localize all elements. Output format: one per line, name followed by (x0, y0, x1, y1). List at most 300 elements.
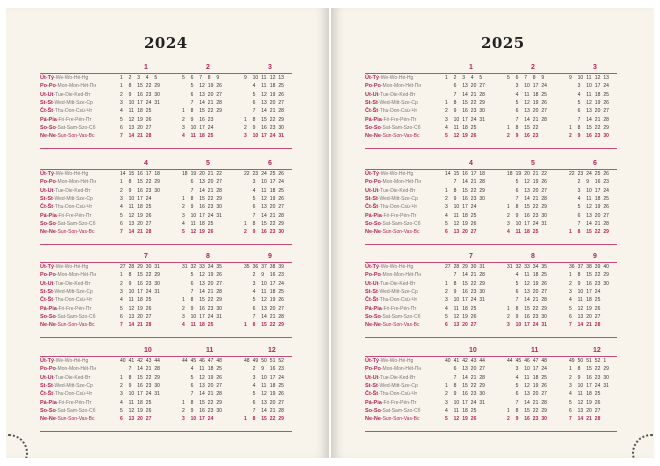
day-cell: 16 (462, 288, 468, 295)
day-cell: 15 (586, 272, 592, 279)
day-cell: 14 (199, 99, 205, 106)
day-label (40, 306, 92, 314)
day-cell: 16 (199, 116, 205, 123)
day-cell: 8 (190, 399, 194, 406)
day-cell: 13 (586, 212, 592, 219)
day-cell: 23 (594, 133, 601, 140)
day-cell: 13 (453, 322, 460, 329)
day-cell: 21 (532, 297, 539, 304)
day-cell: 7 (128, 366, 132, 373)
day-cell: 29 (479, 99, 485, 106)
week-number: 25 (269, 171, 276, 177)
day-label (365, 204, 417, 212)
day-cell: 29 (603, 366, 609, 373)
day-cell: 1 (569, 366, 572, 373)
day-cell: 17 (199, 124, 205, 131)
day-cell: 7 (577, 116, 581, 123)
week-number: 33 (524, 264, 530, 270)
day-label-rest: -We-Wo-Hé-Hg (379, 358, 414, 364)
day-cell: 12 (261, 91, 267, 98)
day-cell: 11 (577, 391, 583, 398)
day-label (365, 133, 419, 141)
day-cell: 25 (594, 297, 601, 304)
week-number: 43 (470, 358, 477, 364)
day-label-abbr: So-So (40, 313, 56, 320)
day-cell: 11 (577, 297, 583, 304)
day-label (365, 92, 415, 100)
week-number: 20 (199, 171, 205, 177)
month-number: 7 (144, 253, 148, 260)
day-cell: 25 (470, 305, 477, 312)
day-cell: 12 (128, 116, 135, 123)
day-cell: 17 (137, 195, 143, 202)
day-cell: 2 (182, 204, 185, 211)
week-number: 1 (445, 75, 448, 81)
month-number: 9 (593, 253, 597, 260)
day-label-rest: -Fri-Fre-Pén-Пт (381, 212, 417, 219)
day-cell: 5 (515, 280, 519, 287)
day-cell: 1 (445, 187, 448, 194)
day-cell: 15 (199, 297, 205, 304)
week-number: 14 (445, 171, 451, 177)
day-cell: 26 (594, 305, 601, 312)
day-cell: 30 (154, 280, 160, 287)
day-cell: 26 (541, 280, 547, 287)
day-cell: 19 (594, 99, 601, 106)
day-label-rest: -Sat-Sam-Szo-Сб (55, 313, 96, 320)
day-label-rest: -Fri-Fre-Pén-Пт (56, 399, 92, 406)
day-label (40, 221, 95, 229)
day-cell: 25 (278, 187, 284, 194)
day-cell: 3 (120, 99, 123, 106)
day-cell: 16 (269, 272, 276, 279)
day-label-rest: -Mon-Mon-Hét-Пн (380, 366, 422, 373)
week-number: 9 (541, 75, 545, 81)
day-cell: 18 (207, 366, 214, 373)
divider-line (40, 356, 292, 357)
day-cell: 28 (216, 288, 222, 295)
day-label-abbr: Ne-Ne (365, 322, 381, 329)
day-cell: 21 (145, 366, 152, 373)
day-label-rest: -Sun-Son-Vas-Вс (55, 229, 95, 236)
day-cell: 27 (541, 187, 547, 194)
week-number: 20 (524, 171, 530, 177)
day-label (40, 289, 93, 297)
day-cell: 26 (470, 220, 477, 227)
day-cell: 17 (199, 416, 205, 423)
day-label-rest: -We-Wo-Hé-Hg (379, 171, 414, 177)
day-cell: 4 (445, 212, 448, 219)
day-cell: 6 (190, 91, 194, 98)
week-number: 43 (145, 358, 152, 364)
day-label (40, 416, 94, 424)
week-number: 49 (569, 358, 575, 364)
day-cell: 17 (137, 288, 143, 295)
day-cell: 24 (532, 322, 539, 329)
day-cell: 13 (577, 407, 584, 414)
day-cell: 27 (541, 108, 547, 115)
day-label-rest: -Sun-Son-Vas-Вс (380, 133, 420, 140)
day-label (40, 281, 90, 289)
day-cell: 1 (244, 220, 247, 227)
day-cell: 6 (252, 204, 256, 211)
day-cell: 25 (594, 391, 601, 398)
day-cell: 7 (515, 399, 519, 406)
day-cell: 7 (515, 195, 519, 202)
day-label-abbr: Po-Po (40, 366, 56, 373)
month-block-row (40, 253, 292, 341)
day-cell: 18 (137, 108, 143, 115)
day-cell: 24 (470, 116, 477, 123)
day-cell: 22 (145, 179, 152, 186)
week-number: 17 (470, 171, 477, 177)
day-cell: 21 (594, 220, 601, 227)
day-cell: 20 (137, 416, 143, 423)
week-number: 18 (154, 171, 160, 177)
day-cell: 7 (515, 297, 519, 304)
day-cell: 19 (586, 399, 592, 406)
day-cell: 2 (507, 416, 510, 423)
day-cell: 16 (137, 187, 143, 194)
day-cell: 11 (453, 305, 459, 312)
day-label (365, 391, 417, 399)
day-cell: 15 (199, 399, 205, 406)
day-label-rest: -Sun-Son-Vas-Вс (380, 416, 420, 423)
day-cell: 28 (216, 99, 222, 106)
left-page (6, 8, 329, 458)
day-cell: 6 (120, 313, 123, 320)
day-label-rest: -Mon-Mon-Hét-Пн (380, 179, 422, 186)
day-cell: 16 (594, 179, 601, 186)
day-cell: 28 (479, 91, 485, 98)
day-label-abbr: Ut-Ut (365, 91, 379, 98)
day-cell: 14 (577, 322, 584, 329)
week-number: 46 (524, 358, 530, 364)
day-cell: 3 (507, 220, 510, 227)
week-number: 13 (603, 75, 609, 81)
day-cell: 7 (252, 108, 256, 115)
day-cell: 31 (479, 297, 485, 304)
day-label-rest: -Tue-Die-Ked-Вт (53, 187, 91, 194)
day-label-abbr: Po-Po (365, 83, 381, 90)
day-cell: 11 (586, 195, 592, 202)
day-cell: 23 (269, 229, 276, 236)
day-cell: 14 (128, 229, 135, 236)
week-number: 1 (120, 75, 123, 81)
day-cell: 20 (532, 391, 539, 398)
day-cell: 22 (532, 204, 539, 211)
day-cell: 1 (182, 297, 185, 304)
day-cell: 30 (154, 187, 160, 194)
day-cell: 25 (603, 195, 609, 202)
divider-line (365, 169, 617, 170)
day-cell: 17 (462, 116, 468, 123)
day-cell: 15 (137, 272, 143, 279)
day-cell: 2 (507, 212, 510, 219)
day-cell: 17 (269, 179, 276, 186)
day-cell: 9 (577, 133, 581, 140)
day-label-rest: -Wed-Mitt-Sze-Ср (52, 195, 93, 202)
day-cell: 29 (541, 204, 547, 211)
month-number: 4 (144, 160, 148, 167)
week-number: 5 (182, 75, 185, 81)
day-cell: 24 (470, 399, 477, 406)
day-label-rest: -Wed-Mitt-Sze-Ср (377, 99, 418, 106)
day-cell: 15 (462, 187, 468, 194)
day-label-rest: -Thu-Don-Csü-Чт (378, 108, 418, 115)
day-cell: 28 (154, 366, 160, 373)
year-title: 2024 (144, 34, 188, 52)
day-cell: 28 (479, 374, 485, 381)
day-cell: 4 (569, 391, 572, 398)
day-label (40, 108, 92, 116)
year-title: 2025 (481, 34, 525, 52)
day-cell: 5 (515, 382, 519, 389)
day-label (40, 204, 92, 212)
week-number: 44 (154, 358, 160, 364)
week-number: 45 (190, 358, 197, 364)
day-cell: 25 (541, 272, 547, 279)
day-cell: 14 (261, 407, 267, 414)
day-cell: 2 (120, 91, 123, 98)
week-number: 8 (532, 75, 536, 81)
week-number: 52 (594, 358, 601, 364)
day-cell: 28 (541, 297, 547, 304)
week-number: 6 (515, 75, 519, 81)
day-cell: 22 (145, 374, 152, 381)
day-cell: 20 (532, 187, 539, 194)
day-cell: 16 (586, 133, 592, 140)
day-label (40, 383, 93, 391)
day-cell: 13 (128, 124, 135, 131)
day-label (40, 297, 92, 305)
day-cell: 28 (278, 313, 284, 320)
day-label (40, 83, 96, 91)
day-cell: 23 (145, 280, 152, 287)
day-label-rest: -We-Wo-Hé-Hg (379, 75, 414, 81)
week-number: 21 (532, 171, 539, 177)
week-number: 32 (190, 264, 197, 270)
day-cell: 19 (207, 272, 214, 279)
day-cell: 17 (269, 374, 276, 381)
day-cell: 11 (199, 366, 205, 373)
day-cell: 1 (120, 83, 123, 90)
month-number: 6 (593, 160, 597, 167)
day-cell: 26 (594, 399, 601, 406)
day-cell: 19 (269, 195, 276, 202)
month-number: 8 (206, 253, 210, 260)
day-cell: 6 (190, 280, 194, 287)
day-label-abbr: Čt-Št (365, 204, 379, 211)
day-label-rest: -Mon-Mon-Hét-Пн (55, 179, 97, 186)
day-cell: 10 (261, 374, 267, 381)
day-cell: 22 (470, 187, 477, 194)
day-cell: 26 (470, 416, 477, 423)
day-cell: 15 (137, 83, 143, 90)
day-cell: 28 (216, 187, 222, 194)
day-cell: 21 (586, 416, 592, 423)
day-cell: 19 (137, 116, 143, 123)
day-cell: 1 (507, 407, 510, 414)
day-label (365, 375, 415, 383)
day-cell: 10 (453, 204, 460, 211)
day-cell: 8 (252, 116, 256, 123)
day-cell: 15 (261, 116, 267, 123)
month-number: 1 (469, 64, 473, 71)
day-label-abbr: Ne-Ne (40, 133, 56, 140)
day-label-rest: -Wed-Mitt-Sze-Ср (377, 288, 418, 295)
day-cell: 27 (278, 399, 284, 406)
day-cell: 5 (252, 91, 256, 98)
day-cell: 26 (278, 391, 284, 398)
day-label-rest: -We-Wo-Hé-Hg (54, 171, 89, 177)
day-cell: 15 (524, 204, 530, 211)
week-number: 29 (137, 264, 143, 270)
day-cell: 21 (470, 374, 477, 381)
day-cell: 12 (577, 305, 584, 312)
day-label-rest: -Thu-Don-Csü-Чт (53, 204, 93, 211)
day-cell: 18 (594, 195, 601, 202)
day-cell: 1 (445, 382, 448, 389)
day-cell: 7 (515, 116, 519, 123)
day-cell: 9 (515, 416, 519, 423)
divider-line (365, 244, 617, 245)
day-cell: 22 (594, 366, 601, 373)
day-cell: 19 (462, 133, 468, 140)
day-cell: 21 (532, 116, 539, 123)
day-cell: 10 (190, 416, 197, 423)
day-cell: 30 (154, 382, 160, 389)
divider-line (365, 356, 617, 357)
day-cell: 31 (541, 220, 547, 227)
day-label (365, 400, 417, 408)
day-cell: 21 (470, 91, 477, 98)
corner-decoration (632, 434, 654, 458)
day-cell: 4 (445, 305, 448, 312)
day-label-abbr: Pá-Pia (365, 116, 382, 123)
day-cell: 30 (216, 407, 222, 414)
day-cell: 12 (524, 382, 530, 389)
week-number: 39 (278, 264, 284, 270)
day-cell: 3 (252, 179, 256, 186)
day-cell: 27 (145, 416, 152, 423)
day-cell: 31 (216, 313, 222, 320)
divider-line (40, 73, 292, 74)
day-label-rest: -Tue-Die-Ked-Вт (53, 280, 91, 287)
day-cell: 27 (594, 313, 601, 320)
day-cell: 13 (524, 187, 530, 194)
day-cell: 24 (145, 99, 152, 106)
day-cell: 12 (128, 305, 135, 312)
day-label-abbr: Po-Po (40, 272, 56, 279)
day-cell: 13 (524, 288, 530, 295)
day-cell: 20 (470, 366, 477, 373)
day-cell: 8 (453, 280, 457, 287)
week-number: 5 (507, 75, 510, 81)
day-cell: 29 (479, 187, 485, 194)
day-cell: 24 (470, 204, 477, 211)
day-cell: 9 (128, 280, 132, 287)
day-cell: 5 (120, 116, 123, 123)
day-cell: 28 (541, 195, 547, 202)
day-cell: 8 (252, 416, 256, 423)
day-label-rest: -Sun-Son-Vas-Вс (380, 322, 420, 329)
day-cell: 22 (269, 322, 276, 329)
day-cell: 9 (453, 391, 457, 398)
day-label (365, 108, 417, 116)
week-number: 38 (269, 264, 276, 270)
day-cell: 10 (128, 391, 135, 398)
day-cell: 14 (462, 272, 468, 279)
day-cell: 16 (199, 407, 205, 414)
day-label-abbr: Po-Po (40, 179, 56, 186)
week-number: 48 (244, 358, 250, 364)
day-cell: 16 (137, 91, 143, 98)
day-cell: 29 (479, 280, 485, 287)
day-cell: 9 (190, 204, 194, 211)
day-label-rest: -Sat-Sam-Szo-Сб (380, 124, 421, 131)
day-cell: 24 (541, 366, 547, 373)
week-number: 22 (569, 171, 575, 177)
day-cell: 21 (532, 399, 539, 406)
day-cell: 8 (252, 322, 256, 329)
day-cell: 3 (120, 391, 123, 398)
day-cell: 24 (207, 124, 214, 131)
day-cell: 26 (603, 99, 609, 106)
day-cell: 2 (252, 272, 256, 279)
day-cell: 8 (515, 407, 519, 414)
day-cell: 30 (479, 108, 485, 115)
day-cell: 4 (445, 407, 448, 414)
day-cell: 17 (137, 391, 143, 398)
day-cell: 28 (278, 212, 284, 219)
day-cell: 30 (278, 229, 284, 236)
day-cell: 20 (137, 220, 143, 227)
day-label-rest: -Wed-Mitt-Sze-Ср (52, 382, 93, 389)
day-cell: 15 (137, 179, 143, 186)
day-cell: 12 (577, 399, 584, 406)
day-label-abbr: So-So (40, 407, 56, 414)
day-cell: 31 (216, 212, 222, 219)
day-cell: 26 (145, 407, 152, 414)
day-cell: 13 (524, 108, 530, 115)
day-cell: 11 (453, 407, 459, 414)
month-number: 3 (268, 64, 272, 71)
week-number: 5 (479, 75, 483, 81)
day-label (365, 366, 421, 374)
day-cell: 12 (453, 313, 460, 320)
week-number: 4 (145, 75, 149, 81)
day-label (365, 196, 418, 204)
day-cell: 17 (261, 133, 267, 140)
day-label-rest: -Tue-Die-Ked-Вт (378, 91, 416, 98)
day-cell: 14 (462, 91, 468, 98)
day-cell: 4 (120, 399, 123, 406)
day-cell: 23 (532, 212, 539, 219)
day-label-rest: -Sat-Sam-Szo-Сб (55, 220, 96, 227)
week-number: 32 (515, 264, 522, 270)
week-number: 28 (453, 264, 460, 270)
day-cell: 14 (128, 133, 135, 140)
day-cell: 17 (199, 212, 205, 219)
day-cell: 13 (261, 204, 267, 211)
right-page (331, 8, 654, 458)
day-cell: 4 (515, 91, 519, 98)
week-number: 39 (594, 264, 601, 270)
day-cell: 30 (479, 195, 485, 202)
day-label (40, 272, 96, 280)
week-number: 34 (532, 264, 539, 270)
